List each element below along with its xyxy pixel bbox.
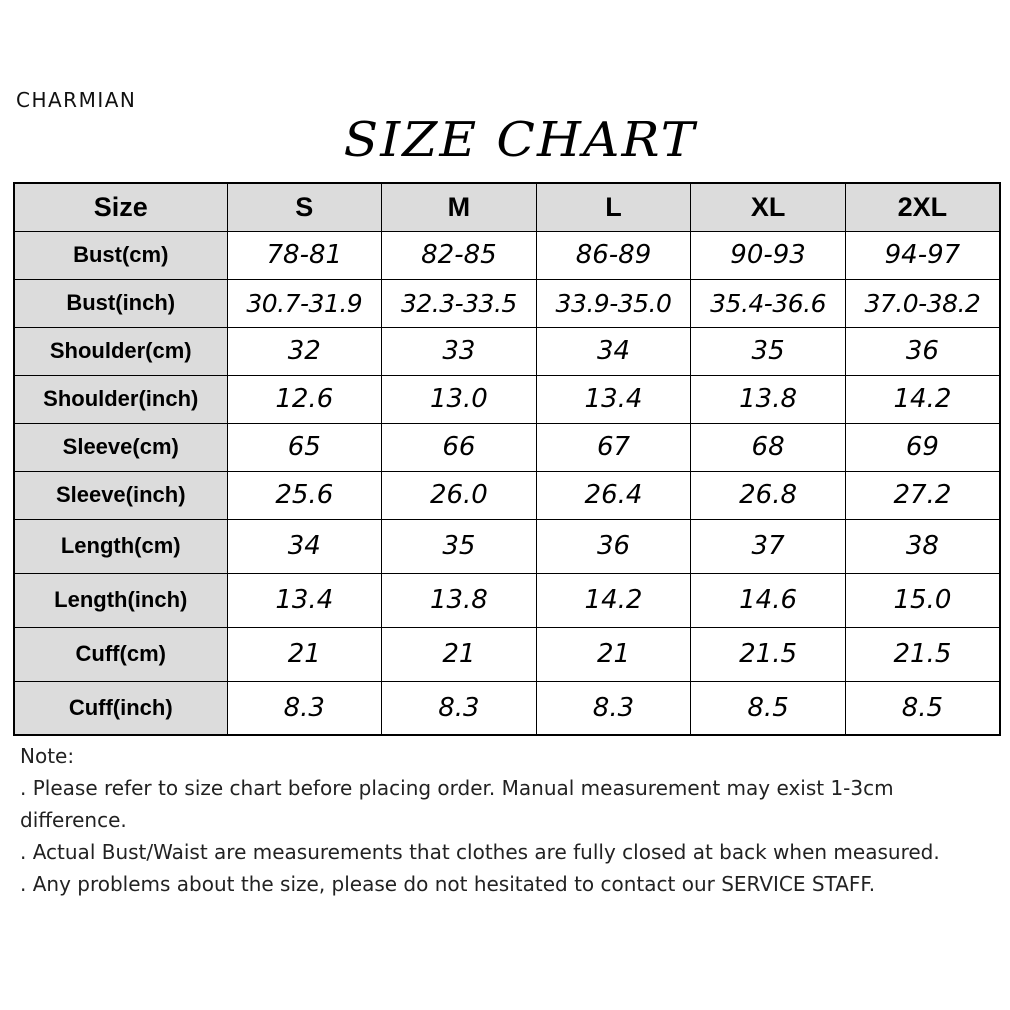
table-row [14,627,1000,681]
table-cell: 13.4 [227,573,382,627]
table-cell: 26.8 [691,471,846,519]
table-cell: 8.5 [691,681,846,735]
row-label: Length(cm) [14,519,227,573]
table-cell: 26.4 [536,471,691,519]
table-cell: 65 [227,423,382,471]
row-label: Cuff(inch) [14,681,227,735]
table-cell: 78-81 [227,231,382,279]
table-cell: 21 [536,627,691,681]
table-cell: 13.8 [382,573,537,627]
table-cell: 90-93 [691,231,846,279]
table-cell: 25.6 [227,471,382,519]
header-cell: 2XL [845,183,1000,231]
table-cell: 32 [227,327,382,375]
table-cell: 13.4 [536,375,691,423]
table-cell: 36 [845,327,1000,375]
table-cell: 35.4-36.6 [691,279,846,327]
table-cell: 66 [382,423,537,471]
size-chart-table [13,182,1001,736]
table-cell: 8.3 [536,681,691,735]
table-cell: 37.0-38.2 [845,279,1000,327]
row-label: Shoulder(inch) [14,375,227,423]
row-label: Sleeve(inch) [14,471,227,519]
table-cell: 12.6 [227,375,382,423]
row-label: Sleeve(cm) [14,423,227,471]
table-row [14,423,1000,471]
table-cell: 36 [536,519,691,573]
table-cell: 34 [227,519,382,573]
brand-logo-text: CHARMIAN [16,88,137,112]
table-cell: 13.8 [691,375,846,423]
row-label: Bust(inch) [14,279,227,327]
table-cell: 86-89 [536,231,691,279]
table-cell: 8.3 [382,681,537,735]
header-cell: XL [691,183,846,231]
table-row [14,573,1000,627]
table-cell: 38 [845,519,1000,573]
note-line: . Any problems about the size, please do not hesitated to contact our SERVICE STAFF. [20,872,876,896]
table-cell: 8.3 [227,681,382,735]
table-cell: 27.2 [845,471,1000,519]
table-cell: 69 [845,423,1000,471]
note-line: . Actual Bust/Waist are measurements that clothes are fully closed at back when measured. [20,840,940,864]
table-cell: 26.0 [382,471,537,519]
table-cell: 15.0 [845,573,1000,627]
header-cell: M [382,183,537,231]
table-cell: 33 [382,327,537,375]
table-row [14,231,1000,279]
table-row [14,327,1000,375]
table-cell: 14.2 [845,375,1000,423]
table-cell: 33.9-35.0 [536,279,691,327]
header-cell: S [227,183,382,231]
table-row [14,279,1000,327]
page-title: SIZE CHART [343,112,697,168]
table-cell: 32.3-33.5 [382,279,537,327]
notes-section [20,740,980,900]
table-cell: 94-97 [845,231,1000,279]
row-label: Bust(cm) [14,231,227,279]
row-label: Shoulder(cm) [14,327,227,375]
notes-heading: Note: [20,744,75,768]
table-cell: 34 [536,327,691,375]
table-row [14,471,1000,519]
table-cell: 35 [691,327,846,375]
table-cell: 21 [227,627,382,681]
header-cell-size: Size [14,183,227,231]
table-cell: 67 [536,423,691,471]
table-row [14,519,1000,573]
table-header-row [14,183,1000,231]
table-cell: 21.5 [691,627,846,681]
table-cell: 21.5 [845,627,1000,681]
table-row [14,681,1000,735]
table-cell: 30.7-31.9 [227,279,382,327]
table-cell: 82-85 [382,231,537,279]
row-label: Cuff(cm) [14,627,227,681]
table-cell: 68 [691,423,846,471]
table-row [14,375,1000,423]
table-cell: 37 [691,519,846,573]
table-cell: 35 [382,519,537,573]
table-cell: 21 [382,627,537,681]
row-label: Length(inch) [14,573,227,627]
table-cell: 13.0 [382,375,537,423]
note-line: . Please refer to size chart before placing order. Manual measurement may exist 1-3cm difference. [20,776,894,832]
table-cell: 14.6 [691,573,846,627]
table-cell: 14.2 [536,573,691,627]
table-cell: 8.5 [845,681,1000,735]
header-cell: L [536,183,691,231]
